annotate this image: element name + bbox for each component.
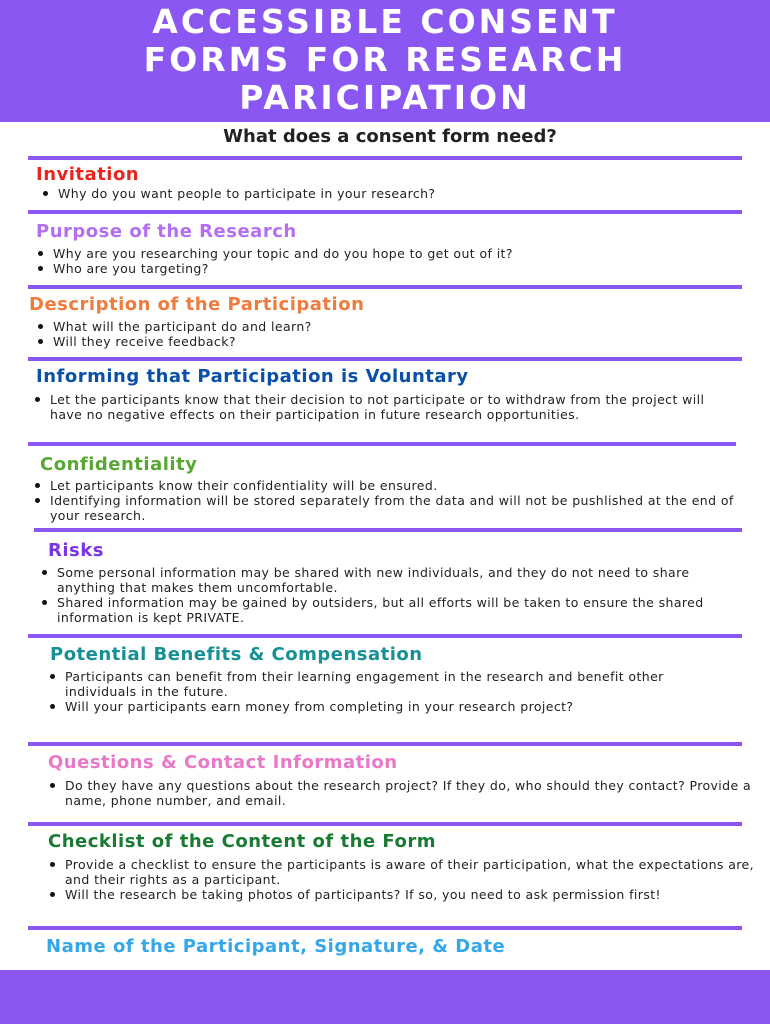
footer-bar bbox=[0, 970, 770, 1024]
section-title-benefits: Potential Benefits & Compensation bbox=[50, 644, 423, 665]
divider bbox=[28, 357, 742, 361]
list-item: Let the participants know that their decision to not participate or to withdraw from the project will have no negative effects on their participation in future research opportunities. bbox=[30, 392, 710, 422]
divider bbox=[28, 822, 742, 826]
section-title-signature: Name of the Participant, Signature, & Date bbox=[46, 936, 506, 957]
list-item: Let participants know their confidentiality will be ensured. bbox=[30, 478, 742, 493]
list-item: Do they have any questions about the research project? If they do, who should they contact? Provide a name, phone number, and email. bbox=[45, 778, 755, 808]
list-item: Provide a checklist to ensure the participants is aware of their participation, what the expectations are, and their rights as a participant. bbox=[45, 857, 767, 887]
section-bullets-questions bbox=[45, 778, 755, 808]
divider bbox=[28, 926, 742, 930]
section-title-confidentiality: Confidentiality bbox=[40, 454, 198, 475]
header-title-line-3: PARICIPATION bbox=[239, 78, 531, 117]
list-item: What will the participant do and learn? bbox=[33, 319, 743, 334]
divider bbox=[28, 156, 742, 160]
section-title-voluntary: Informing that Participation is Voluntary bbox=[36, 366, 469, 387]
list-item: Will they receive feedback? bbox=[33, 334, 743, 349]
section-bullets-risks bbox=[37, 565, 737, 625]
page-subtitle: What does a consent form need? bbox=[223, 126, 557, 147]
list-item: Why are you researching your topic and do you hope to get out of it? bbox=[33, 246, 743, 261]
list-item: Who are you targeting? bbox=[33, 261, 743, 276]
section-bullets-description bbox=[33, 319, 743, 349]
section-bullets-invitation bbox=[38, 186, 738, 201]
divider bbox=[28, 742, 742, 746]
list-item: Participants can benefit from their learning engagement in the research and benefit other individuals in the future. bbox=[45, 669, 735, 699]
section-title-purpose: Purpose of the Research bbox=[36, 221, 297, 242]
section-bullets-voluntary bbox=[30, 392, 710, 422]
list-item: Why do you want people to participate in your research? bbox=[38, 186, 738, 201]
divider bbox=[28, 285, 742, 289]
section-title-description: Description of the Participation bbox=[29, 294, 365, 315]
divider bbox=[28, 634, 742, 638]
divider bbox=[28, 210, 742, 214]
section-bullets-checklist bbox=[45, 857, 767, 902]
section-bullets-purpose bbox=[33, 246, 743, 276]
divider bbox=[34, 528, 742, 532]
list-item: Some personal information may be shared with new individuals, and they do not need to share anything that makes them uncomfortable. bbox=[37, 565, 737, 595]
header-title-line-1: ACCESSIBLE CONSENT bbox=[152, 2, 618, 41]
header-banner bbox=[0, 0, 770, 122]
section-bullets-confidentiality bbox=[30, 478, 742, 523]
section-title-questions: Questions & Contact Information bbox=[48, 752, 398, 773]
list-item: Shared information may be gained by outsiders, but all efforts will be taken to ensure the shared information is kept PRIVATE. bbox=[37, 595, 737, 625]
list-item: Identifying information will be stored separately from the data and will not be pushlished at the end of your research. bbox=[30, 493, 742, 523]
section-title-risks: Risks bbox=[48, 540, 104, 561]
divider bbox=[28, 442, 736, 446]
list-item: Will the research be taking photos of participants? If so, you need to ask permission first! bbox=[45, 887, 767, 902]
list-item: Will your participants earn money from completing in your research project? bbox=[45, 699, 735, 714]
section-title-checklist: Checklist of the Content of the Form bbox=[48, 831, 436, 852]
section-title-invitation: Invitation bbox=[36, 164, 140, 185]
header-title-line-2: FORMS FOR RESEARCH bbox=[143, 40, 627, 79]
section-bullets-benefits bbox=[45, 669, 735, 714]
